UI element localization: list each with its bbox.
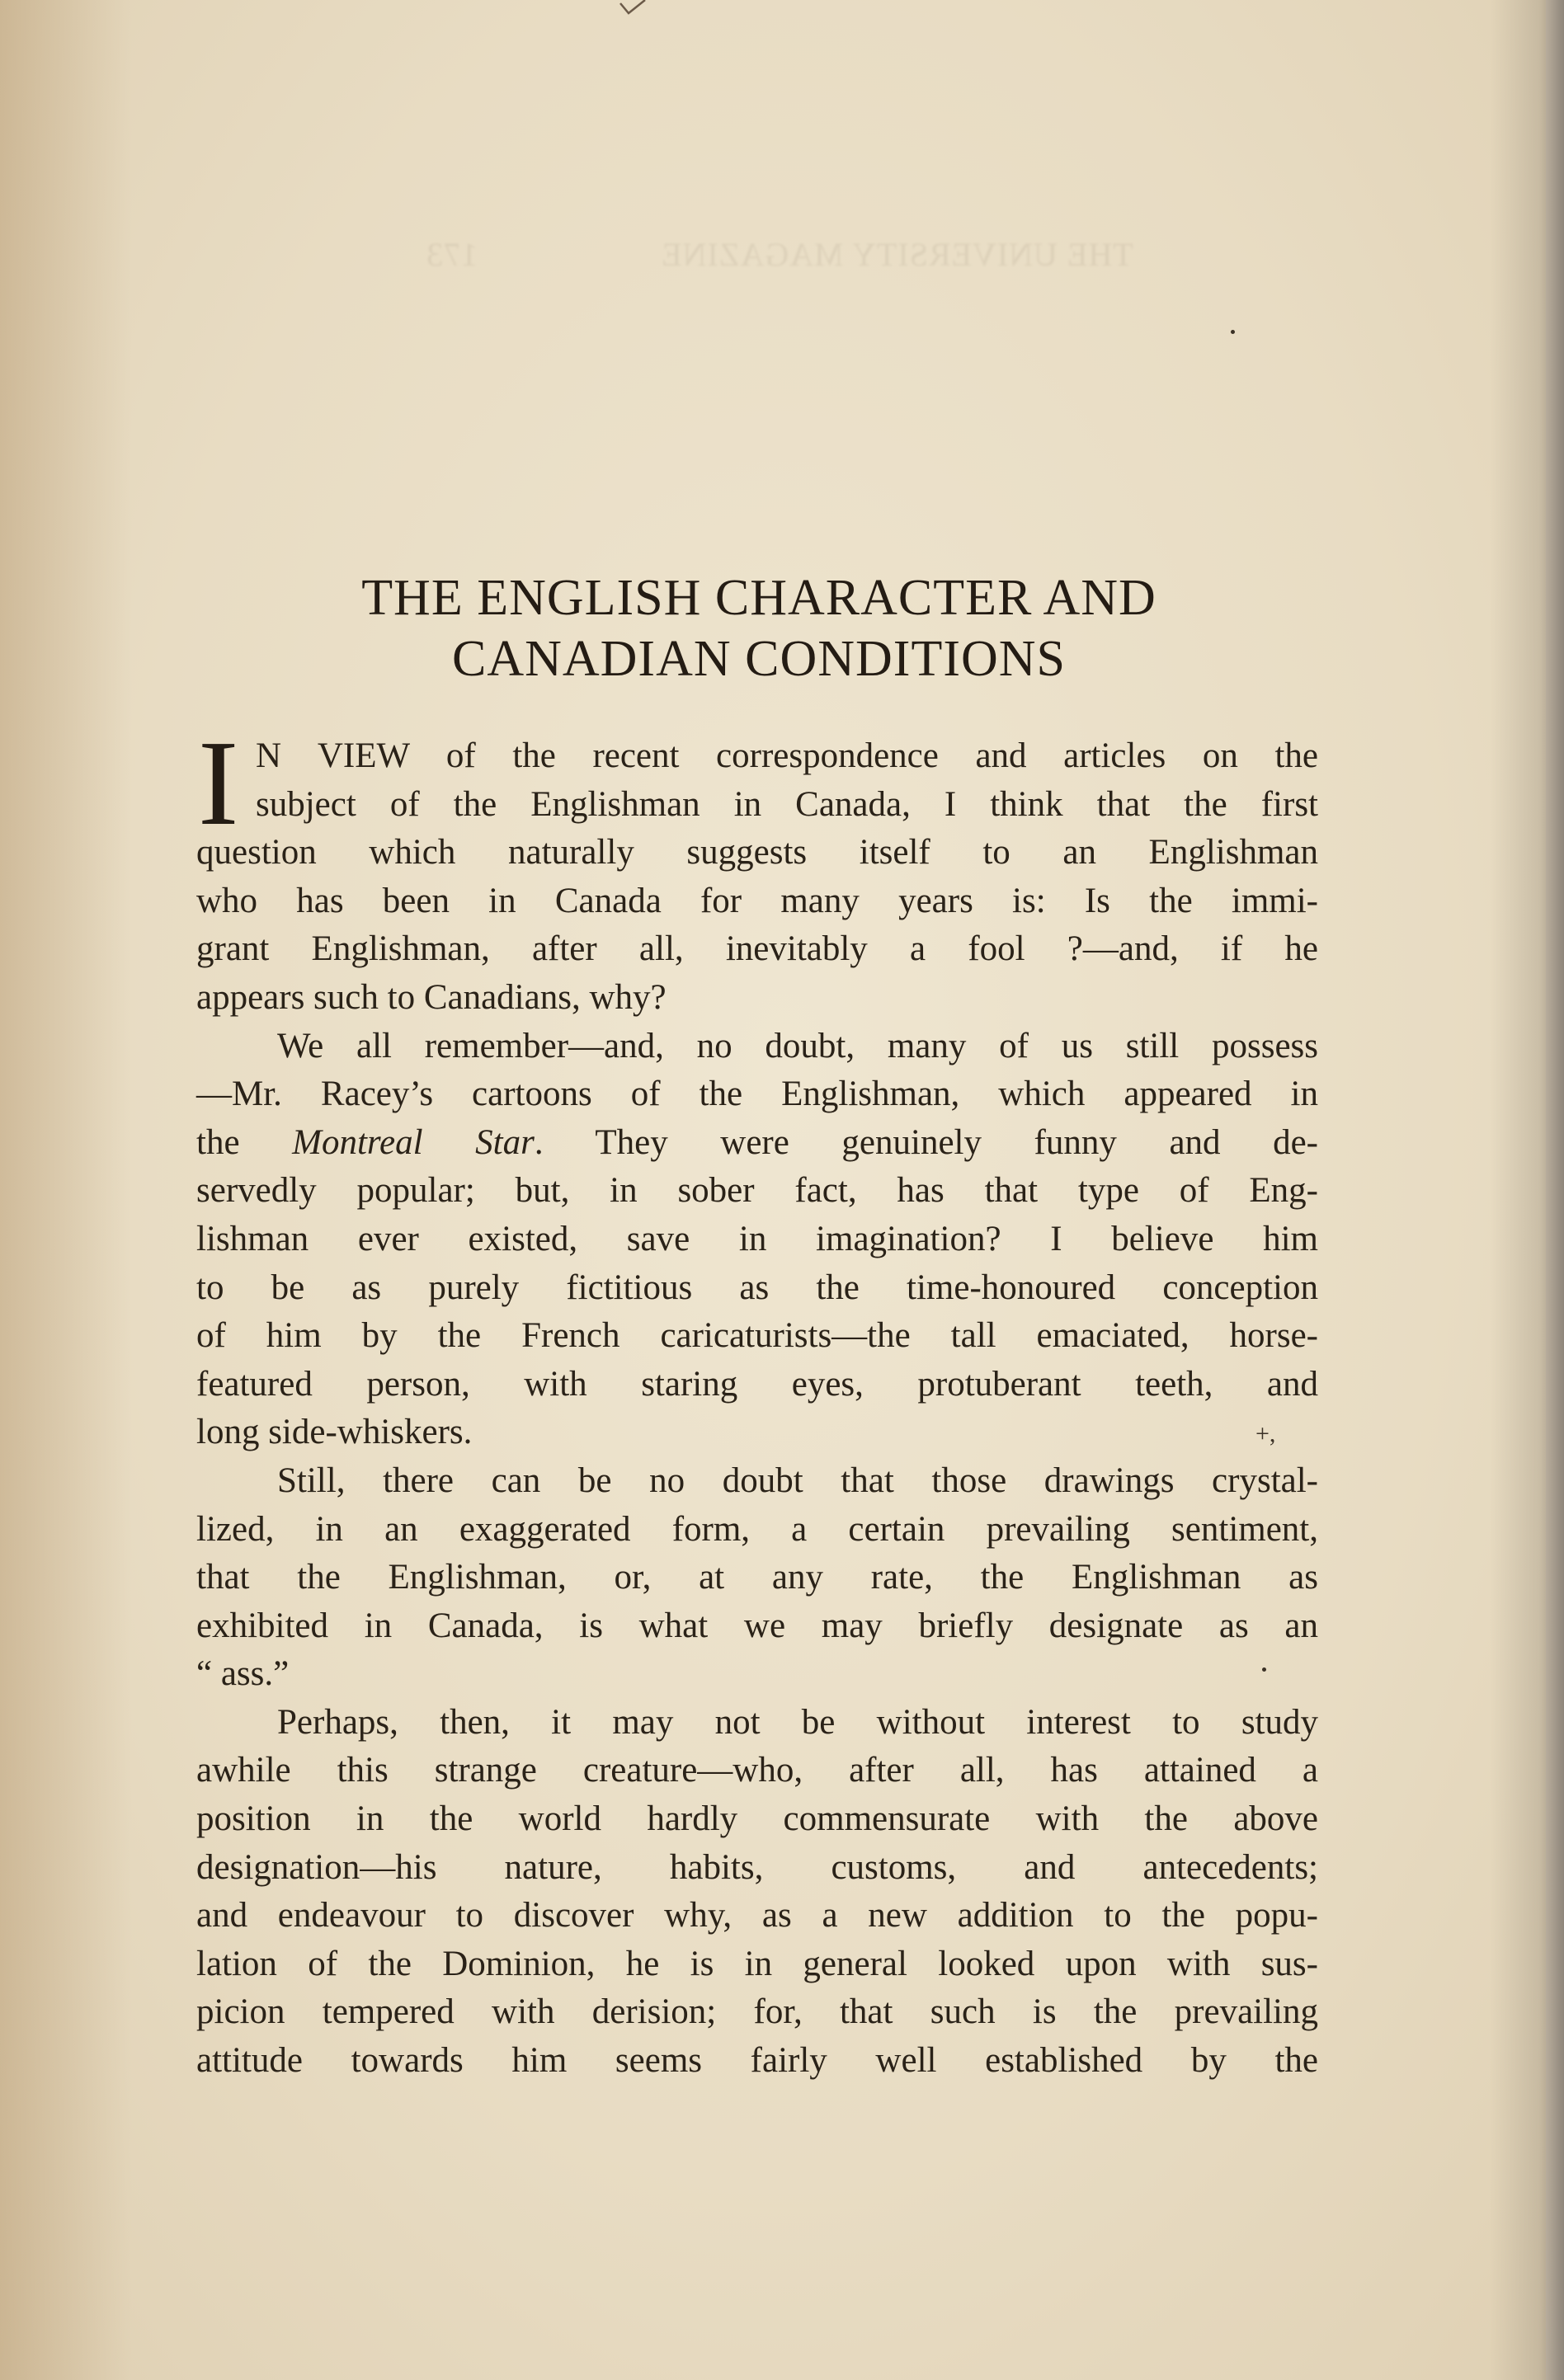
text-line: that the Englishman, or, at any rate, the Englishman as xyxy=(196,1558,1318,1597)
page-edge xyxy=(1546,0,1564,2380)
text-line: servedly popular; but, in sober fact, has that type of Eng- xyxy=(196,1171,1318,1211)
text-line: and endeavour to discover why, as a new addition to the popu- xyxy=(196,1896,1318,1936)
text-line: lishman ever existed, save in imagination? I believe him xyxy=(196,1219,1318,1258)
text-fragment: the xyxy=(196,1122,240,1162)
text-line: Perhaps, then, it may not be without interest to study xyxy=(277,1702,1318,1742)
text-line: attitude towards him seems fairly well established by the xyxy=(196,2041,1318,2081)
drop-cap: I xyxy=(198,716,239,851)
text-line: featured person, with staring eyes, protuberant teeth, and xyxy=(196,1364,1318,1404)
bleed-header: THE UNIVERSITY MAGAZINE xyxy=(661,236,1133,273)
text-line: question which naturally suggests itself to an Englishman xyxy=(196,833,1318,873)
pencil-tick-icon xyxy=(617,0,650,18)
text-line: lation of the Dominion, he is in general looked upon with sus- xyxy=(196,1944,1318,1983)
text-line: N VIEW of the recent correspondence and articles on the xyxy=(256,736,1318,775)
title-line-2: CANADIAN CONDITIONS xyxy=(451,631,1067,687)
text-line: to be as purely fictitious as the time-honoured conception xyxy=(196,1268,1318,1307)
text-line: designation—his nature, habits, customs, and antecedents; xyxy=(196,1847,1318,1887)
text-line: long side-whiskers. xyxy=(196,1413,473,1452)
text-line: position in the world hardly commensurate with the above xyxy=(196,1799,1318,1839)
speck xyxy=(1231,330,1235,334)
text-line: —Mr. Racey’s cartoons of the Englishman, which appeared in xyxy=(196,1075,1318,1114)
text-line: appears such to Canadians, why? xyxy=(196,977,667,1017)
text-line: of him by the French caricaturists—the tall emaciated, horse- xyxy=(196,1316,1318,1356)
text-line-mixed xyxy=(196,1119,1318,1168)
text-line: subject of the Englishman in Canada, I think that the first xyxy=(256,784,1318,824)
bleed-through-text xyxy=(194,231,1365,279)
article-title xyxy=(190,567,1328,689)
newspaper-name: Montreal Star xyxy=(292,1122,535,1162)
text-line: grant Englishman, after all, inevitably a fool ?—and, if he xyxy=(196,929,1318,969)
bleed-page-number: 173 xyxy=(426,236,478,273)
text-line: exhibited in Canada, is what we may briefly designate as an xyxy=(196,1606,1318,1645)
text-line: Still, there can be no doubt that those drawings crystal- xyxy=(277,1460,1318,1500)
bleed-header-line xyxy=(194,231,1365,279)
text-fragment: . They were genuinely funny and de- xyxy=(534,1122,1319,1162)
text-line: picion tempered with derision; for, that such is the prevailing xyxy=(196,1992,1318,2032)
margin-pencil-mark: +, xyxy=(1255,1420,1276,1447)
text-line: “ ass.” xyxy=(196,1654,290,1694)
title-line-1: THE ENGLISH CHARACTER AND xyxy=(361,570,1157,626)
speck xyxy=(1262,1667,1266,1672)
text-line: who has been in Canada for many years is: Is the immi- xyxy=(196,881,1318,920)
text-line: awhile this strange creature—who, after all, has attained a xyxy=(196,1751,1318,1790)
text-line: lized, in an exaggerated form, a certain prevailing sentiment, xyxy=(196,1509,1318,1549)
text-line: We all remember—and, no doubt, many of us still possess xyxy=(277,1026,1318,1065)
article-body xyxy=(196,716,1319,2086)
